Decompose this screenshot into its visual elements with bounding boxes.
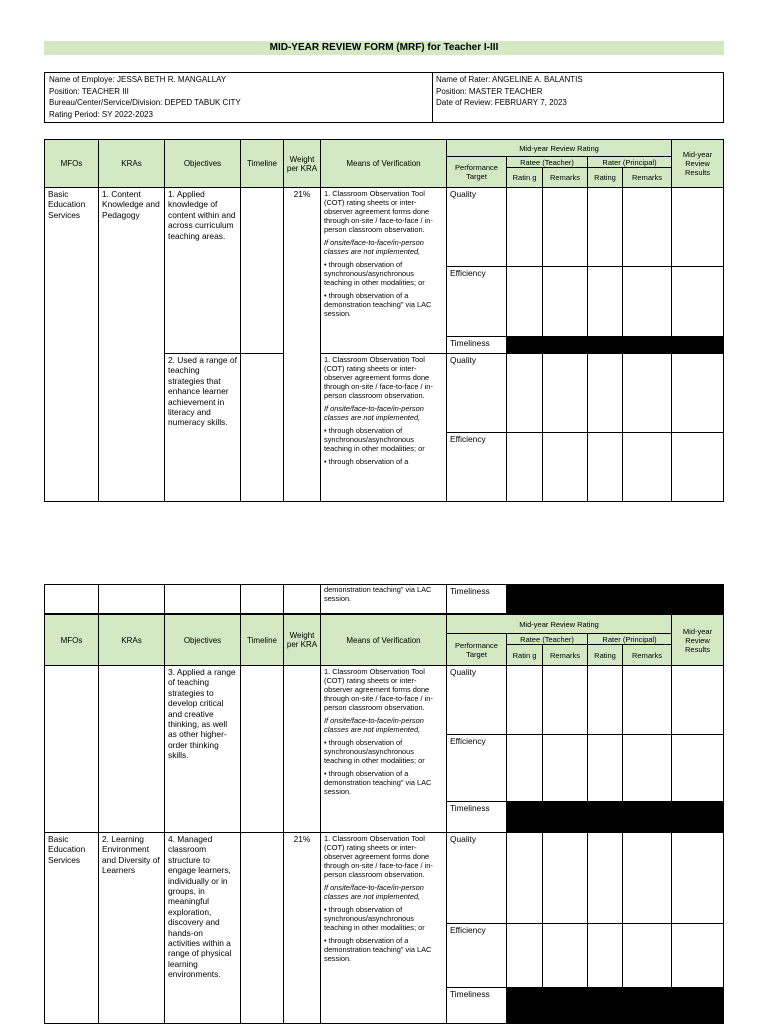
mov-cell	[320, 584, 447, 614]
target-efficiency: Efficiency	[446, 432, 507, 502]
ratee-remarks-cell[interactable]	[542, 923, 588, 988]
ratee-remarks-cell[interactable]	[542, 832, 588, 924]
ratee-rating-cell[interactable]	[506, 353, 543, 433]
ratee-remarks-cell[interactable]	[542, 734, 588, 802]
ratee-rating-cell[interactable]	[506, 432, 543, 502]
objective-4: 4. Managed classroom structure to engage learners, individually or in groups, in meaningful exploration, discovery and hands-on activities within a range of physical learning environments.	[164, 832, 241, 1024]
ratee-remarks-cell[interactable]	[542, 432, 588, 502]
mov-demo: • through observation of a demonstration teaching" via LAC session.	[324, 936, 432, 963]
mov-if-onsite: If onsite/face-to-face/in-person classes are not implemented,	[324, 716, 424, 734]
rater-position: Position: MASTER TEACHER	[436, 86, 543, 96]
rater-remarks-cell[interactable]	[622, 266, 672, 337]
timeline-cell	[240, 832, 284, 1024]
mov-cell	[320, 187, 447, 354]
timeline-cell	[240, 353, 284, 502]
objective-2: 2. Used a range of teaching strategies that enhance learner achievement in literacy and numeracy skills.	[164, 353, 241, 502]
target-timeliness: Timeliness	[446, 801, 507, 833]
header-weight: Weight per KRA	[283, 614, 321, 666]
weight-cell	[283, 665, 321, 833]
header-rater-rating: Rating	[587, 167, 623, 188]
mov-if-onsite: If onsite/face-to-face/in-person classes are not implemented,	[324, 883, 424, 901]
results-cell[interactable]	[671, 832, 724, 924]
mov-if-onsite: If onsite/face-to-face/in-person classes are not implemented,	[324, 404, 424, 422]
mov-demo-cont: demonstration teaching" via LAC session.	[324, 585, 432, 603]
header-ratee: Ratee (Teacher)	[506, 633, 588, 645]
header-rater-rating: Rating	[587, 644, 623, 666]
target-timeliness: Timeliness	[446, 987, 507, 1024]
header-ratee-rating: Ratin g	[506, 644, 543, 666]
target-quality: Quality	[446, 187, 507, 267]
header-timeline: Timeline	[240, 614, 284, 666]
ratee-remarks-cell[interactable]	[542, 665, 588, 735]
header-mfos: MFOs	[44, 614, 99, 666]
rater-rating-cell[interactable]	[587, 266, 623, 337]
ratee-rating-cell[interactable]	[506, 832, 543, 924]
header-myr-results: Mid-year Review Results	[671, 139, 724, 188]
header-performance-target: Performance Target	[446, 156, 507, 188]
rater-rating-cell[interactable]	[587, 734, 623, 802]
header-kras: KRAs	[98, 614, 165, 666]
form-title: MID-YEAR REVIEW FORM (MRF) for Teacher I-III	[44, 41, 724, 55]
header-rater: Rater (Principal)	[587, 633, 672, 645]
mov-sync: • through observation of synchronous/asynchronous teaching in other modalities; or	[324, 260, 425, 287]
rater-rating-cell[interactable]	[587, 187, 623, 267]
info-divider	[432, 73, 433, 122]
header-rater-remarks: Remarks	[622, 644, 672, 666]
header-kras: KRAs	[98, 139, 165, 188]
rater-rating-cell[interactable]	[587, 923, 623, 988]
ratee-rating-cell[interactable]	[506, 187, 543, 267]
rater-remarks-cell[interactable]	[622, 187, 672, 267]
results-cell[interactable]	[671, 923, 724, 988]
rater-remarks-cell[interactable]	[622, 353, 672, 433]
rater-remarks-cell[interactable]	[622, 734, 672, 802]
header-mov: Means of Verification	[320, 139, 447, 188]
mov-cell	[320, 353, 447, 502]
ratee-rating-cell[interactable]	[506, 923, 543, 988]
rater-rating-cell[interactable]	[587, 832, 623, 924]
timeliness-blackout	[506, 987, 724, 1024]
header-ratee-remarks: Remarks	[542, 644, 588, 666]
mov-cell	[320, 665, 447, 833]
employee-position: Position: TEACHER III	[49, 86, 129, 96]
header-rater-remarks: Remarks	[622, 167, 672, 188]
ratee-rating-cell[interactable]	[506, 266, 543, 337]
weight-cell	[283, 584, 321, 614]
mfo-cell: Basic Education Services	[44, 187, 99, 502]
header-myr-rating: Mid-year Review Rating	[446, 614, 672, 634]
objective-1: 1. Applied knowledge of content within and across curriculum teaching areas.	[164, 187, 241, 354]
rater-name: Name of Rater: ANGELINE A. BALANTIS	[436, 75, 583, 84]
header-mfos: MFOs	[44, 139, 99, 188]
header-ratee-remarks: Remarks	[542, 167, 588, 188]
mov-sync: • through observation of synchronous/asynchronous teaching in other modalities; or	[324, 738, 425, 765]
weight-cell: 21%	[283, 832, 321, 1024]
target-quality: Quality	[446, 832, 507, 924]
mov-cot: 1. Classroom Observation Tool (COT) rating sheets or inter-observer agreement forms done through on-site / face-to-face / in-person classroom observation.	[324, 189, 433, 234]
mov-sync: • through observation of synchronous/asynchronous teaching in other modalities; or	[324, 426, 425, 453]
ratee-rating-cell[interactable]	[506, 734, 543, 802]
target-efficiency: Efficiency	[446, 734, 507, 802]
rater-rating-cell[interactable]	[587, 665, 623, 735]
ratee-remarks-cell[interactable]	[542, 266, 588, 337]
rater-remarks-cell[interactable]	[622, 665, 672, 735]
header-myr-rating: Mid-year Review Rating	[446, 139, 672, 157]
rater-rating-cell[interactable]	[587, 353, 623, 433]
ratee-remarks-cell[interactable]	[542, 353, 588, 433]
review-date: Date of Review: FEBRUARY 7, 2023	[436, 98, 567, 107]
timeliness-blackout	[506, 584, 724, 614]
target-efficiency: Efficiency	[446, 266, 507, 337]
results-cell[interactable]	[671, 734, 724, 802]
mov-demo-partial: • through observation of a	[324, 457, 409, 466]
target-efficiency: Efficiency	[446, 923, 507, 988]
mov-if-onsite: If onsite/face-to-face/in-person classes are not implemented,	[324, 238, 424, 256]
rater-remarks-cell[interactable]	[622, 432, 672, 502]
ratee-rating-cell[interactable]	[506, 665, 543, 735]
results-cell[interactable]	[671, 187, 724, 267]
mov-sync: • through observation of synchronous/asynchronous teaching in other modalities; or	[324, 905, 425, 932]
objective-3: 3. Applied a range of teaching strategies to develop critical and creative thinking, as well as other higher-order thinking skills.	[164, 665, 241, 833]
kra-cell	[98, 584, 165, 614]
mov-demo: • through observation of a demonstration teaching" via LAC session.	[324, 291, 432, 318]
mov-cot: 1. Classroom Observation Tool (COT) rating sheets or inter-observer agreement forms done through on-site / face-to-face / in-person classroom observation.	[324, 667, 433, 712]
objective-cell	[164, 584, 241, 614]
results-cell[interactable]	[671, 266, 724, 337]
timeline-cell	[240, 584, 284, 614]
header-mov: Means of Verification	[320, 614, 447, 666]
timeline-cell	[240, 187, 284, 354]
mfo-cell	[44, 665, 99, 833]
target-timeliness: Timeliness	[446, 584, 507, 614]
header-ratee: Ratee (Teacher)	[506, 156, 588, 168]
employee-name: Name of Employe: JESSA BETH R. MANGALLAY	[49, 75, 227, 84]
rating-period: Rating Period: SY 2022-2023	[49, 109, 153, 119]
target-quality: Quality	[446, 665, 507, 735]
kra-cell	[98, 665, 165, 833]
employee-info-box	[44, 72, 724, 123]
header-ratee-rating: Ratin g	[506, 167, 543, 188]
results-cell[interactable]	[671, 353, 724, 433]
mov-cot: 1. Classroom Observation Tool (COT) rating sheets or inter-observer agreement forms done through on-site / face-to-face / in-person classroom observation.	[324, 834, 433, 879]
employee-bureau: Bureau/Center/Service/Division: DEPED TABUK CITY	[49, 98, 241, 107]
header-objectives: Objectives	[164, 139, 241, 188]
timeliness-blackout	[506, 336, 724, 354]
timeline-cell	[240, 665, 284, 833]
results-cell[interactable]	[671, 432, 724, 502]
ratee-remarks-cell[interactable]	[542, 187, 588, 267]
rater-rating-cell[interactable]	[587, 432, 623, 502]
mov-demo: • through observation of a demonstration teaching" via LAC session.	[324, 769, 432, 796]
header-rater: Rater (Principal)	[587, 156, 672, 168]
kra-cell: 1. Content Knowledge and Pedagogy	[98, 187, 165, 502]
rater-remarks-cell[interactable]	[622, 923, 672, 988]
mov-cot: 1. Classroom Observation Tool (COT) rating sheets or inter-observer agreement forms done through on-site / face-to-face / in-person classroom observation.	[324, 355, 433, 400]
mfo-cell: Basic Education Services	[44, 832, 99, 1024]
timeliness-blackout	[506, 801, 724, 833]
header-myr-results: Mid-year Review Results	[671, 614, 724, 666]
employee-info-left	[49, 74, 241, 120]
results-cell[interactable]	[671, 665, 724, 735]
target-quality: Quality	[446, 353, 507, 433]
mfo-cell	[44, 584, 99, 614]
header-weight: Weight per KRA	[283, 139, 321, 188]
header-objectives: Objectives	[164, 614, 241, 666]
rater-info-right	[436, 74, 583, 109]
mov-cell	[320, 832, 447, 1024]
kra-cell: 2. Learning Environment and Diversity of Learners	[98, 832, 165, 1024]
weight-cell: 21%	[283, 187, 321, 502]
target-timeliness: Timeliness	[446, 336, 507, 354]
header-timeline: Timeline	[240, 139, 284, 188]
rater-remarks-cell[interactable]	[622, 832, 672, 924]
header-performance-target: Performance Target	[446, 633, 507, 666]
